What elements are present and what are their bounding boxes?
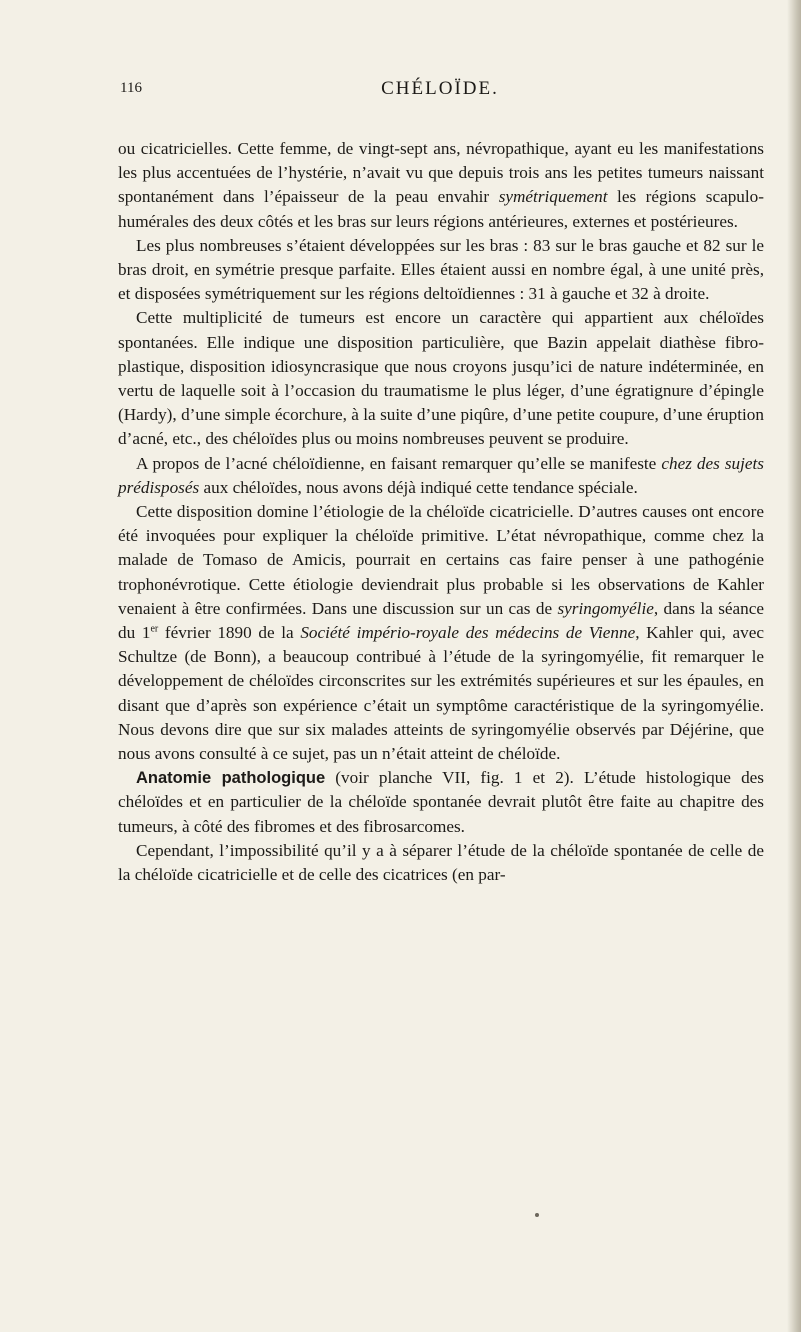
text-run: ou cicatricielles. Cette femme, de vingt-sept ans, névropathique, ayant eu les manifestations les plus accentuées de l’hystérie, n’avait vu que depuis trois ans les petites tumeurs naissant spontanément dans l’épaisseur de la peau envahir: [118, 139, 764, 207]
text-run: Cette multiplicité de tumeurs est encore un caractère qui appartient aux chéloïdes spontanées. Elle indique une disposition particulière, que Bazin appelait diathèse fibro-plastique, disposition idiosyncrasique que nous croyons jusqu’ici de nature indéterminée, en vertu de laquelle soit à l’occasion du traumatisme le plus léger, d’une égratignure d’épingle (Hardy), d’une simple écorchure, à la suite d’une piqûre, d’une petite coupure, d’une éruption d’acné, etc., des chéloïdes plus ou moins nombreuses peuvent se produire.: [118, 308, 764, 449]
body-text: [118, 137, 764, 887]
text-run: , dans la séance du 1: [118, 598, 764, 643]
text-run: Cependant, l’impossibilité qu’il y a à séparer l’étude de la chéloïde spontanée de celle de la chéloïde cicatricielle et de celle des cicatrices (en par-: [118, 840, 764, 885]
running-title: CHÉLOÏDE.: [381, 78, 499, 99]
text-run-bold-sans: Anatomie pathologique: [136, 769, 326, 788]
text-run-it: syringomyélie: [557, 598, 654, 618]
text-run: (voir planche VII, fig. 1 et 2). L’étude histologique des chéloïdes et en particulier de la chéloïde spontanée devrait plutôt être faite au chapitre des tumeurs, à côté des fibromes et des fibrosarcomes.: [118, 768, 764, 836]
page-edge-shadow: [787, 0, 801, 1332]
text-run-it: chez des sujets prédisposés: [118, 453, 764, 497]
text-run: les régions scapulo-humérales des deux côtés et les bras sur leurs régions antérieures, externes et postérieures.: [118, 187, 764, 231]
text-run-it: symétriquement: [498, 187, 608, 207]
text-run: Les plus nombreuses s’étaient développées sur les bras : 83 sur le bras gauche et 82 sur le bras droit, en symétrie presque parfaite. Elles étaient aussi en nombre égal, à une unité près, et disposées symétriquement sur les régions deltoïdiennes : 31 à gauche et 32 à droite.: [118, 235, 764, 304]
text-run: , Kahler qui, avec Schultze (de Bonn), a beaucoup contribué à l’étude de la syringomyélie, fit remarquer le développement de chéloïdes circonscrites sur les extrémités supérieures et sur les épaules, en disant que d’après son expérience c’était un symptôme caractéristique de la syringomyélie. Nous devons dire que sur six malades atteints de syringomyélie observés par Déjérine, que nous avons consulté à ce sujet, pas un n’était atteint de chéloïde.: [118, 623, 764, 764]
paragraph: [118, 452, 764, 500]
text-run: A propos de l’acné chéloïdienne, en faisant remarquer qu’elle se manifeste: [136, 453, 662, 473]
paragraph: [118, 306, 764, 451]
paragraph: [118, 766, 764, 839]
page-header: [120, 78, 760, 108]
page-number: 116: [120, 80, 142, 96]
text-run-it: Société império-royale des médecins de Vienne: [300, 623, 636, 643]
paragraph: [118, 839, 764, 887]
text-run: Cette disposition domine l’étiologie de la chéloïde cicatricielle. D’autres causes ont encore été invoquées pour expliquer la chéloïde primitive. L’état névropathique, comme chez la malade de Tomaso de Amicis, pourrait en certains cas faire penser à une pathogénie trophonévrotique. Cette étiologie deviendrait plus probable si les observations de Kahler venaient à être confirmées. Dans une discussion sur un cas de: [118, 502, 764, 618]
text-run: aux chéloïdes, nous avons déjà indiqué cette tendance spéciale.: [199, 477, 638, 497]
paragraph: [118, 137, 764, 234]
paragraph: [118, 500, 764, 766]
paragraph: [118, 234, 764, 307]
text-run-sup: er: [150, 623, 159, 635]
text-run: février 1890 de la: [158, 623, 301, 643]
print-speck: [535, 1213, 539, 1217]
